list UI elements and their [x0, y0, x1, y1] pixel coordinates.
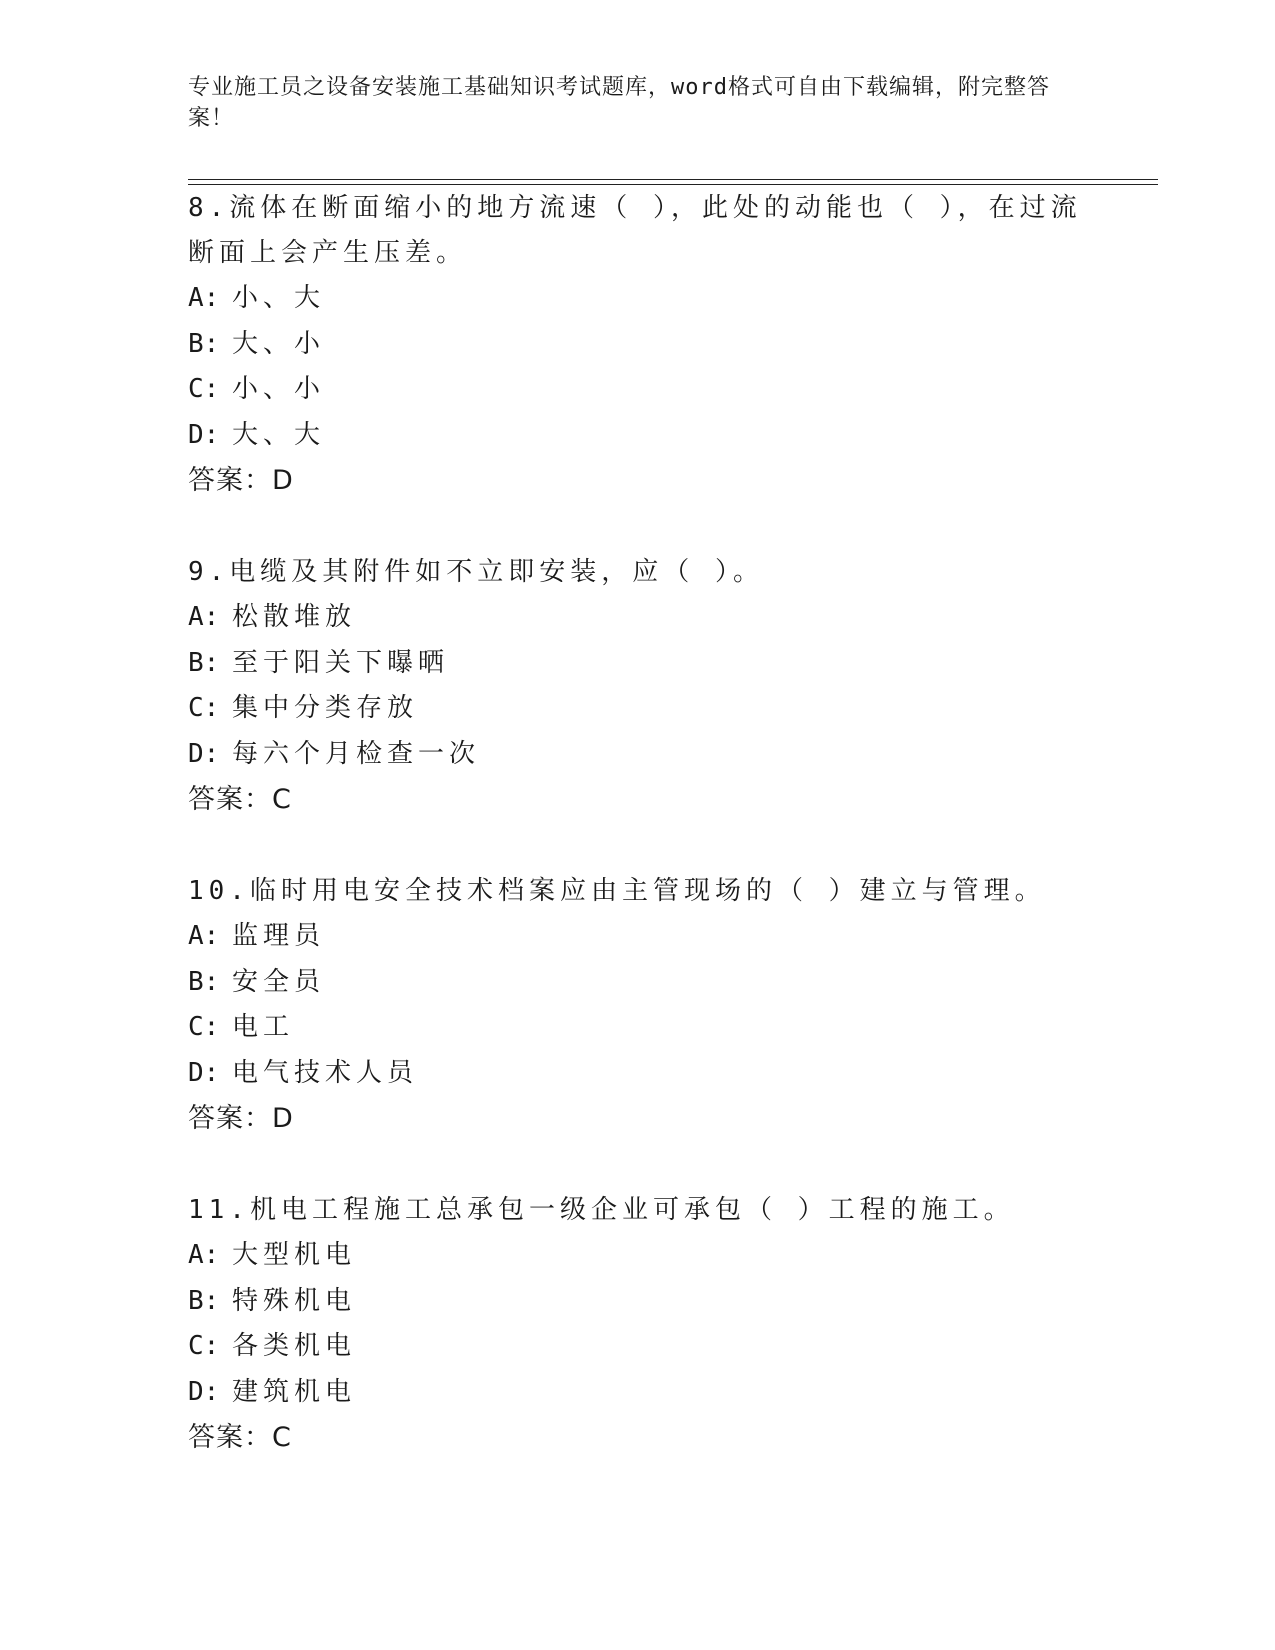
question-stem: 10.临时用电安全技术档案应由主管现场的（ ）建立与管理。 — [188, 876, 1046, 906]
option-key: C: — [188, 693, 220, 723]
answer-line: 答案：D — [188, 1103, 294, 1134]
option-text: 电工 — [232, 1012, 295, 1042]
option-text: 小、小 — [232, 374, 326, 404]
option-key: A: — [188, 1240, 220, 1270]
answer-line: 答案：C — [188, 1422, 292, 1453]
option-key: A: — [188, 602, 220, 632]
option-key: B: — [188, 1285, 220, 1316]
option-text: 集中分类存放 — [232, 693, 419, 723]
option-b — [188, 641, 1088, 687]
option-text: 建筑机电 — [232, 1376, 357, 1407]
header-divider-top — [188, 179, 1158, 180]
option-key: C: — [188, 1012, 220, 1042]
answer-line: 答案：D — [188, 465, 294, 496]
option-key: B: — [188, 328, 220, 359]
option-text: 至于阳关下曝晒 — [232, 647, 450, 678]
option-d — [188, 1051, 1088, 1097]
option-key: D: — [188, 738, 220, 769]
option-b — [188, 322, 1088, 368]
option-text: 大型机电 — [232, 1240, 357, 1270]
option-key: C: — [188, 1331, 220, 1361]
option-key: B: — [188, 966, 220, 997]
option-text: 小、大 — [232, 283, 326, 313]
option-text: 电气技术人员 — [232, 1057, 419, 1088]
option-c — [188, 686, 1088, 732]
header-divider-bottom — [188, 184, 1158, 185]
option-d — [188, 732, 1088, 778]
option-text: 安全员 — [232, 966, 326, 997]
option-key: D: — [188, 1057, 220, 1088]
option-key: A: — [188, 921, 220, 951]
question-stem: 11.机电工程施工总承包一级企业可承包（ ）工程的施工。 — [188, 1195, 1015, 1225]
answer-line: 答案：C — [188, 784, 292, 815]
option-text: 特殊机电 — [232, 1285, 357, 1316]
question-9 — [188, 550, 1088, 822]
option-text: 监理员 — [232, 921, 326, 951]
option-text: 大、小 — [232, 328, 326, 359]
document-header: 专业施工员之设备安装施工基础知识考试题库，word格式可自由下载编辑，附完整答案！ — [188, 75, 1050, 131]
option-text: 松散堆放 — [232, 602, 357, 632]
option-a — [188, 595, 1088, 641]
question-8 — [188, 186, 1088, 503]
option-text: 大、大 — [232, 419, 326, 450]
question-10 — [188, 869, 1088, 1141]
option-c — [188, 1005, 1088, 1051]
option-c — [188, 367, 1088, 413]
option-c — [188, 1324, 1088, 1370]
option-key: B: — [188, 647, 220, 678]
option-a — [188, 914, 1088, 960]
option-key: C: — [188, 374, 220, 404]
option-key: A: — [188, 283, 220, 313]
option-key: D: — [188, 1376, 220, 1407]
question-11 — [188, 1188, 1088, 1460]
option-b — [188, 1279, 1088, 1325]
option-d — [188, 1370, 1088, 1416]
option-d — [188, 413, 1088, 459]
option-text: 各类机电 — [232, 1331, 357, 1361]
question-stem: 8.流体在断面缩小的地方流速（ ），此处的动能也（ ），在过流断面上会产生压差。 — [188, 193, 1082, 268]
option-b — [188, 960, 1088, 1006]
option-a — [188, 1233, 1088, 1279]
option-key: D: — [188, 419, 220, 450]
option-text: 每六个月检查一次 — [232, 738, 481, 769]
option-a — [188, 276, 1088, 322]
question-stem: 9.电缆及其附件如不立即安装，应（ ）。 — [188, 557, 764, 587]
